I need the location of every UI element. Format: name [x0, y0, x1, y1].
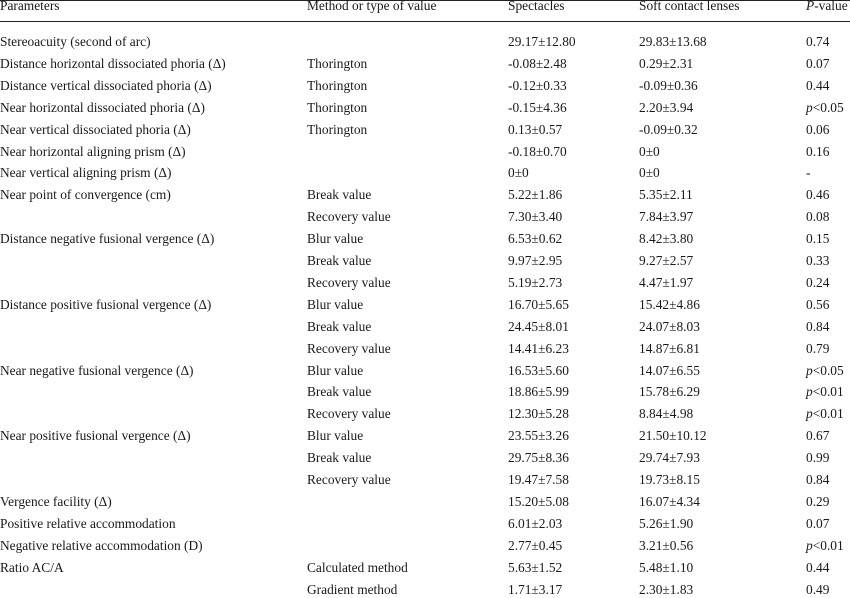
row-spectacles: 5.19±2.73: [508, 275, 563, 290]
row-parameter: Positive relative accommodation: [0, 516, 176, 531]
row-soft-contact-lenses: 5.48±1.10: [639, 560, 694, 575]
row-parameter: Stereoacuity (second of arc): [0, 34, 151, 49]
row-soft-contact-lenses: 5.35±2.11: [639, 187, 693, 202]
row-method: Calculated method: [307, 560, 408, 575]
row-p-value: p<0.01: [806, 384, 844, 399]
row-spectacles: -0.18±0.70: [508, 144, 567, 159]
row-soft-contact-lenses: 0±0: [639, 144, 660, 159]
row-method: Break value: [307, 319, 372, 334]
row-method: Thorington: [307, 122, 368, 137]
row-p-value: 0.07: [806, 516, 830, 531]
row-spectacles: 29.75±8.36: [508, 450, 569, 465]
row-p-value: 0.44: [806, 78, 830, 93]
row-p-value: 0.08: [806, 209, 830, 224]
row-soft-contact-lenses: 9.27±2.57: [639, 253, 694, 268]
row-spectacles: 9.97±2.95: [508, 253, 563, 268]
row-spectacles: 24.45±8.01: [508, 319, 569, 334]
row-parameter: Near negative fusional vergence (Δ): [0, 363, 194, 378]
row-soft-contact-lenses: 14.87±6.81: [639, 341, 700, 356]
row-p-value: 0.56: [806, 297, 830, 312]
row-p-value: 0.49: [806, 582, 830, 597]
row-soft-contact-lenses: 7.84±3.97: [639, 209, 694, 224]
row-p-value: p<0.01: [806, 538, 844, 553]
row-parameter: Near positive fusional vergence (Δ): [0, 428, 191, 443]
row-p-value: p<0.05: [806, 100, 844, 115]
row-method: Break value: [307, 450, 372, 465]
row-spectacles: 18.86±5.99: [508, 384, 569, 399]
row-p-value: 0.15: [806, 231, 830, 246]
row-p-value: 0.79: [806, 341, 830, 356]
row-soft-contact-lenses: 2.20±3.94: [639, 100, 694, 115]
row-method: Blur value: [307, 363, 364, 378]
row-method: Thorington: [307, 78, 368, 93]
row-soft-contact-lenses: 29.83±13.68: [639, 34, 707, 49]
row-spectacles: 5.63±1.52: [508, 560, 563, 575]
row-method: Recovery value: [307, 275, 391, 290]
row-spectacles: -0.15±4.36: [508, 100, 567, 115]
row-spectacles: 12.30±5.28: [508, 406, 569, 421]
row-p-value: 0.99: [806, 450, 830, 465]
row-spectacles: 19.47±7.58: [508, 472, 569, 487]
row-p-value: 0.07: [806, 56, 830, 71]
row-p-value: 0.74: [806, 34, 830, 49]
row-soft-contact-lenses: 21.50±10.12: [639, 428, 707, 443]
row-method: Blur value: [307, 428, 364, 443]
row-spectacles: 2.77±0.45: [508, 538, 563, 553]
row-soft-contact-lenses: 15.78±6.29: [639, 384, 700, 399]
header-method: Method or type of value: [307, 0, 437, 13]
row-method: Break value: [307, 253, 372, 268]
row-method: Recovery value: [307, 472, 391, 487]
row-parameter: Near horizontal dissociated phoria (Δ): [0, 100, 205, 115]
row-p-value: 0.44: [806, 560, 830, 575]
row-parameter: Near horizontal aligning prism (Δ): [0, 144, 186, 159]
row-soft-contact-lenses: 19.73±8.15: [639, 472, 700, 487]
row-method: Blur value: [307, 297, 364, 312]
row-soft-contact-lenses: 29.74±7.93: [639, 450, 700, 465]
row-soft-contact-lenses: 15.42±4.86: [639, 297, 700, 312]
header-spectacles: Spectacles: [508, 0, 565, 13]
row-parameter: Negative relative accommodation (D): [0, 538, 203, 553]
row-spectacles: 6.01±2.03: [508, 516, 563, 531]
row-p-value: 0.06: [806, 122, 830, 137]
row-parameter: Vergence facility (Δ): [0, 494, 112, 509]
row-method: Recovery value: [307, 406, 391, 421]
row-p-value: 0.46: [806, 187, 830, 202]
row-soft-contact-lenses: 24.07±8.03: [639, 319, 700, 334]
header-soft-contact-lenses: Soft contact lenses: [639, 0, 740, 13]
row-parameter: Near vertical aligning prism (Δ): [0, 165, 172, 180]
row-soft-contact-lenses: 16.07±4.34: [639, 494, 700, 509]
row-soft-contact-lenses: 0±0: [639, 165, 660, 180]
row-soft-contact-lenses: 2.30±1.83: [639, 582, 694, 597]
row-p-value: 0.67: [806, 428, 830, 443]
row-spectacles: 15.20±5.08: [508, 494, 569, 509]
row-soft-contact-lenses: 5.26±1.90: [639, 516, 694, 531]
row-spectacles: 23.55±3.26: [508, 428, 569, 443]
header-p-suffix: -value: [814, 0, 848, 13]
row-soft-contact-lenses: 8.84±4.98: [639, 406, 694, 421]
row-method: Break value: [307, 187, 372, 202]
row-spectacles: 29.17±12.80: [508, 34, 576, 49]
row-method: Gradient method: [307, 582, 398, 597]
header-parameters: Parameters: [0, 0, 60, 13]
row-parameter: Distance vertical dissociated phoria (Δ): [0, 78, 212, 93]
row-spectacles: 1.71±3.17: [508, 582, 563, 597]
row-soft-contact-lenses: 8.42±3.80: [639, 231, 694, 246]
row-method: Thorington: [307, 56, 368, 71]
row-soft-contact-lenses: -0.09±0.32: [639, 122, 698, 137]
row-spectacles: -0.12±0.33: [508, 78, 567, 93]
row-parameter: Near vertical dissociated phoria (Δ): [0, 122, 191, 137]
row-parameter: Distance positive fusional vergence (Δ): [0, 297, 212, 312]
row-method: Recovery value: [307, 209, 391, 224]
row-p-value: 0.84: [806, 472, 830, 487]
header-p-letter: P: [806, 0, 815, 13]
row-spectacles: 7.30±3.40: [508, 209, 563, 224]
row-method: Recovery value: [307, 341, 391, 356]
row-method: Blur value: [307, 231, 364, 246]
row-p-value: -: [806, 165, 811, 180]
row-p-value: p<0.05: [806, 363, 844, 378]
row-p-value: 0.33: [806, 253, 830, 268]
row-soft-contact-lenses: 0.29±2.31: [639, 56, 694, 71]
row-soft-contact-lenses: -0.09±0.36: [639, 78, 698, 93]
row-spectacles: 14.41±6.23: [508, 341, 569, 356]
row-p-value: p<0.01: [806, 406, 844, 421]
row-spectacles: 5.22±1.86: [508, 187, 563, 202]
row-spectacles: 6.53±0.62: [508, 231, 563, 246]
row-p-value: 0.29: [806, 494, 830, 509]
row-parameter: Ratio AC/A: [0, 560, 64, 575]
row-parameter: Distance horizontal dissociated phoria (Δ): [0, 56, 226, 71]
row-parameter: Near point of convergence (cm): [0, 187, 171, 202]
row-p-value: 0.24: [806, 275, 830, 290]
row-soft-contact-lenses: 3.21±0.56: [639, 538, 694, 553]
row-parameter: Distance negative fusional vergence (Δ): [0, 231, 215, 246]
row-spectacles: 0.13±0.57: [508, 122, 563, 137]
row-soft-contact-lenses: 14.07±6.55: [639, 363, 700, 378]
row-method: Thorington: [307, 100, 368, 115]
row-method: Break value: [307, 384, 372, 399]
row-p-value: 0.16: [806, 144, 830, 159]
row-spectacles: -0.08±2.48: [508, 56, 567, 71]
row-p-value: 0.84: [806, 319, 830, 334]
row-spectacles: 0±0: [508, 165, 529, 180]
row-spectacles: 16.53±5.60: [508, 363, 569, 378]
row-soft-contact-lenses: 4.47±1.97: [639, 275, 694, 290]
row-spectacles: 16.70±5.65: [508, 297, 569, 312]
